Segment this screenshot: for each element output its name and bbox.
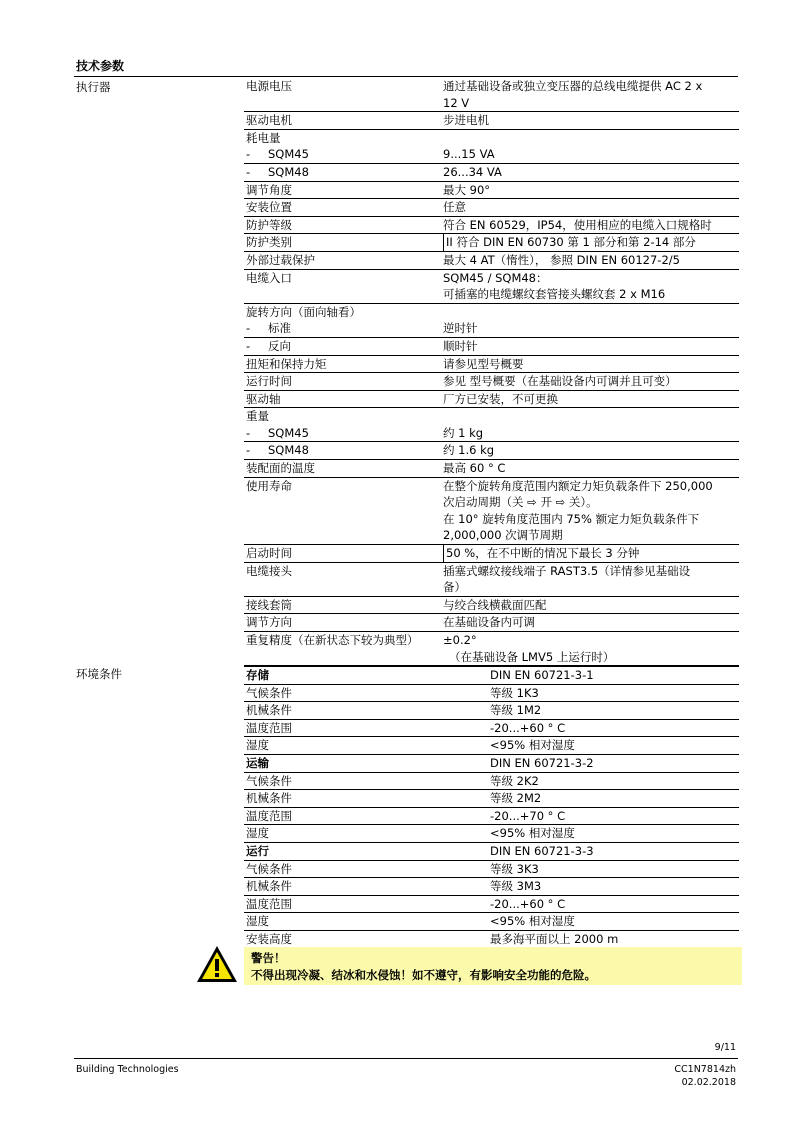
spec-row [244,234,739,252]
env-label: 运行 [246,843,269,858]
spec-table [244,78,739,666]
env-label: 运输 [246,755,269,770]
spec-label [244,579,443,596]
spec-label [244,614,443,631]
env-label: 存储 [246,668,269,682]
spec-row [244,217,739,235]
spec-label-text: 启动时间 [246,546,292,561]
env-row [244,878,739,896]
spec-row [244,511,739,528]
spec-label-text: 电缆入口 [246,270,292,285]
spec-value: （在基础设备 LMV5 上运行时） [449,649,615,664]
spec-value: 请参见型号概要 [443,356,524,371]
spec-label [244,391,443,408]
spec-label-text: 安装位置 [246,200,292,215]
env-value: 等级 3K3 [490,861,539,876]
spec-label-text: 外部过载保护 [246,252,315,267]
spec-label-text: 重量 [246,409,269,424]
spec-value: 符合 EN 60529，IP54，使用相应的电缆入口规格时 [443,217,712,232]
spec-row [244,182,739,200]
env-value: 等级 1M2 [490,703,542,718]
env-label: 温度范围 [246,896,292,911]
env-row [244,755,739,773]
spec-label [244,270,443,287]
spec-label-text: SQM48 [268,164,309,179]
spec-value: 26...34 VA [443,164,502,179]
spec-label [244,373,443,390]
spec-label [244,286,443,303]
env-row [244,773,739,791]
env-label: 湿度 [246,738,269,753]
spec-value: SQM45 / SQM48： [443,270,548,285]
top-divider [74,76,738,77]
env-value: 等级 1K3 [490,685,539,700]
spec-row [244,164,739,182]
env-value: DIN EN 60721-3-1 [490,668,594,682]
env-label: 气候条件 [246,861,292,876]
spec-value: 步进电机 [443,113,489,128]
actuator-label: 执行器 [76,80,111,94]
spec-label [244,545,443,562]
env-value: <95% 相对湿度 [490,738,575,753]
env-value: DIN EN 60721-3-2 [490,755,594,770]
spec-label-text: SQM45 [268,425,309,440]
spec-label [244,494,443,511]
spec-label-text: SQM45 [268,147,309,162]
spec-label-text: 旋转方向（面向轴看） [246,304,361,319]
spec-row [244,338,739,356]
spec-label [244,478,443,495]
spec-row [244,442,739,460]
spec-value: ±0.2° [443,633,477,647]
footer-date: 02.02.2018 [681,1077,736,1088]
env-value: -20...+70 ° C [490,808,566,823]
spec-row [244,408,739,425]
spec-value: 顺时针 [443,338,478,353]
spec-value: 约 1.6 kg [443,443,495,458]
spec-row [244,146,739,164]
env-row [244,666,739,685]
env-value: 最多海平面以上 2000 m [490,931,619,946]
spec-label [244,95,443,112]
spec-label [244,252,443,269]
warning-triangle-icon [195,943,239,985]
env-row [244,913,739,931]
spec-value: 在基础设备内可调 [443,615,535,630]
spec-dash: - [246,147,251,162]
spec-row [244,494,739,511]
spec-label-text: 接线套筒 [246,597,292,612]
spec-label [244,649,443,666]
spec-row [244,597,739,615]
env-value: 等级 3M3 [490,879,542,894]
spec-label [244,425,443,442]
spec-label-text: 驱动轴 [246,391,281,406]
env-label: 机械条件 [246,879,292,894]
spec-value: 通过基础设备或独立变压器的总线电缆提供 AC 2 x [443,79,703,93]
env-row [244,808,739,826]
spec-value: 厂方已安装，不可更换 [443,391,558,406]
spec-row [244,527,739,545]
environment-table [244,666,739,949]
env-row [244,896,739,914]
spec-row [244,130,739,147]
spec-row [244,614,739,632]
spec-row [244,391,739,409]
env-value: -20...+60 ° C [490,896,566,911]
spec-row [244,373,739,391]
section-title: 技术参数 [76,59,125,73]
spec-row [244,545,739,563]
spec-row [244,199,739,217]
env-label: 机械条件 [246,791,292,806]
spec-row [244,252,739,270]
spec-value: 插塞式螺纹接线端子 RAST3.5（详情参见基础设 [443,563,691,578]
spec-label-text: 电源电压 [246,79,292,93]
spec-label [244,408,443,425]
env-row [244,861,739,879]
env-label: 温度范围 [246,808,292,823]
spec-label [244,320,443,337]
env-row [244,702,739,720]
spec-value: 在整个旋转角度范围内额定力矩负载条件下 250,000 [443,478,713,493]
spec-row [244,78,739,95]
spec-value: 备） [443,580,466,595]
spec-row [244,320,739,338]
spec-row [244,460,739,478]
spec-label-text: 反向 [268,338,291,353]
spec-dash: - [246,338,251,353]
footer-company: Building Technologies [76,1064,179,1075]
spec-dash: - [246,321,251,336]
spec-label [244,112,443,129]
spec-label [244,511,443,528]
spec-value: 9...15 VA [443,147,495,162]
env-value: DIN EN 60721-3-3 [490,843,594,858]
spec-label [244,78,443,95]
env-label: 安装高度 [246,931,292,946]
spec-row [244,304,739,321]
env-row [244,790,739,808]
env-row [244,931,739,949]
spec-row [244,425,739,443]
spec-row [244,649,739,667]
spec-value: 任意 [443,200,466,215]
spec-value: 最大 90° [443,182,491,197]
spec-value: 50 %，在不中断的情况下最长 3 分钟 [443,545,739,562]
spec-value: 最高 60 ° C [443,461,506,476]
spec-row [244,95,739,113]
spec-label [244,356,443,373]
spec-value: 参见 型号概要（在基础设备内可调并且可变） [443,374,677,389]
spec-value: 逆时针 [443,321,478,336]
spec-row [244,563,739,580]
spec-dash: - [246,164,251,179]
spec-value [443,130,739,147]
spec-value: 约 1 kg [443,425,484,440]
spec-row [244,270,739,287]
warning-text: 不得出现冷凝、结冰和水侵蚀！如不遵守，有影响安全功能的危险。 [251,968,596,982]
footer-divider [74,1058,738,1059]
warning-title: 警告！ [251,951,286,965]
spec-label-text: 电缆接头 [246,563,292,578]
spec-label-text: SQM48 [268,443,309,458]
spec-label [244,182,443,199]
env-row [244,737,739,755]
env-row [244,685,739,703]
spec-row [244,579,739,597]
env-label: 气候条件 [246,685,292,700]
env-value: <95% 相对湿度 [490,826,575,841]
spec-label-text: 驱动电机 [246,113,292,128]
spec-label-text: 使用寿命 [246,478,292,493]
spec-label [244,563,443,580]
spec-value: 可插塞的电缆螺纹套管接头螺纹套 2 x M16 [443,287,666,302]
env-value: -20...+60 ° C [490,720,566,735]
spec-value: 2,000,000 次调节周期 [443,528,563,543]
spec-value: 最大 4 AT（惰性）， 参照 DIN EN 60127-2/5 [443,252,680,267]
env-label: 湿度 [246,826,269,841]
spec-label-text: 防护类别 [246,235,292,250]
env-label: 气候条件 [246,773,292,788]
spec-label-text: 调节角度 [246,182,292,197]
environment-label: 环境条件 [76,667,122,681]
spec-label-text: 调节方向 [246,615,292,630]
spec-label [244,146,443,163]
footer-doc-id: CC1N7814zh [674,1064,736,1075]
page-number: 9/11 [714,1042,736,1053]
spec-dash: - [246,443,251,458]
spec-value: 与绞合线横截面匹配 [443,597,547,612]
env-row [244,720,739,738]
spec-label-text: 运行时间 [246,374,292,389]
spec-label [244,199,443,216]
spec-row [244,478,739,495]
env-label: 湿度 [246,914,269,929]
env-row [244,843,739,861]
spec-label [244,164,443,181]
spec-label [244,217,443,234]
spec-label [244,632,443,649]
spec-dash: - [246,425,251,440]
spec-label-text: 标准 [268,321,291,336]
spec-row [244,286,739,304]
spec-row [244,356,739,374]
env-label: 温度范围 [246,720,292,735]
env-value: <95% 相对湿度 [490,914,575,929]
env-value: 等级 2K2 [490,773,539,788]
spec-label [244,527,443,544]
spec-value [443,408,739,425]
spec-value [443,304,739,321]
spec-label [244,304,443,321]
spec-label [244,597,443,614]
spec-label [244,442,443,459]
spec-label-text: 装配面的温度 [246,461,315,476]
spec-value: 次启动周期（关 ⇨ 开 ⇨ 关）。 [443,495,598,510]
spec-label [244,234,443,251]
env-label: 机械条件 [246,703,292,718]
env-value: 等级 2M2 [490,791,542,806]
spec-row [244,632,739,649]
spec-label [244,130,443,147]
spec-value: II 符合 DIN EN 60730 第 1 部分和第 2-14 部分 [443,234,739,251]
spec-label [244,338,443,355]
spec-label-text: 耗电量 [246,130,281,145]
spec-value: 12 V [443,95,470,110]
env-row [244,825,739,843]
spec-row [244,112,739,130]
spec-label-text: 扭矩和保持力矩 [246,356,327,371]
spec-value: 在 10° 旋转角度范围内 75% 额定力矩负载条件下 [443,511,700,526]
spec-label [244,460,443,477]
spec-label-text: 重复精度（在新状态下较为典型） [246,633,419,647]
spec-label-text: 防护等级 [246,217,292,232]
